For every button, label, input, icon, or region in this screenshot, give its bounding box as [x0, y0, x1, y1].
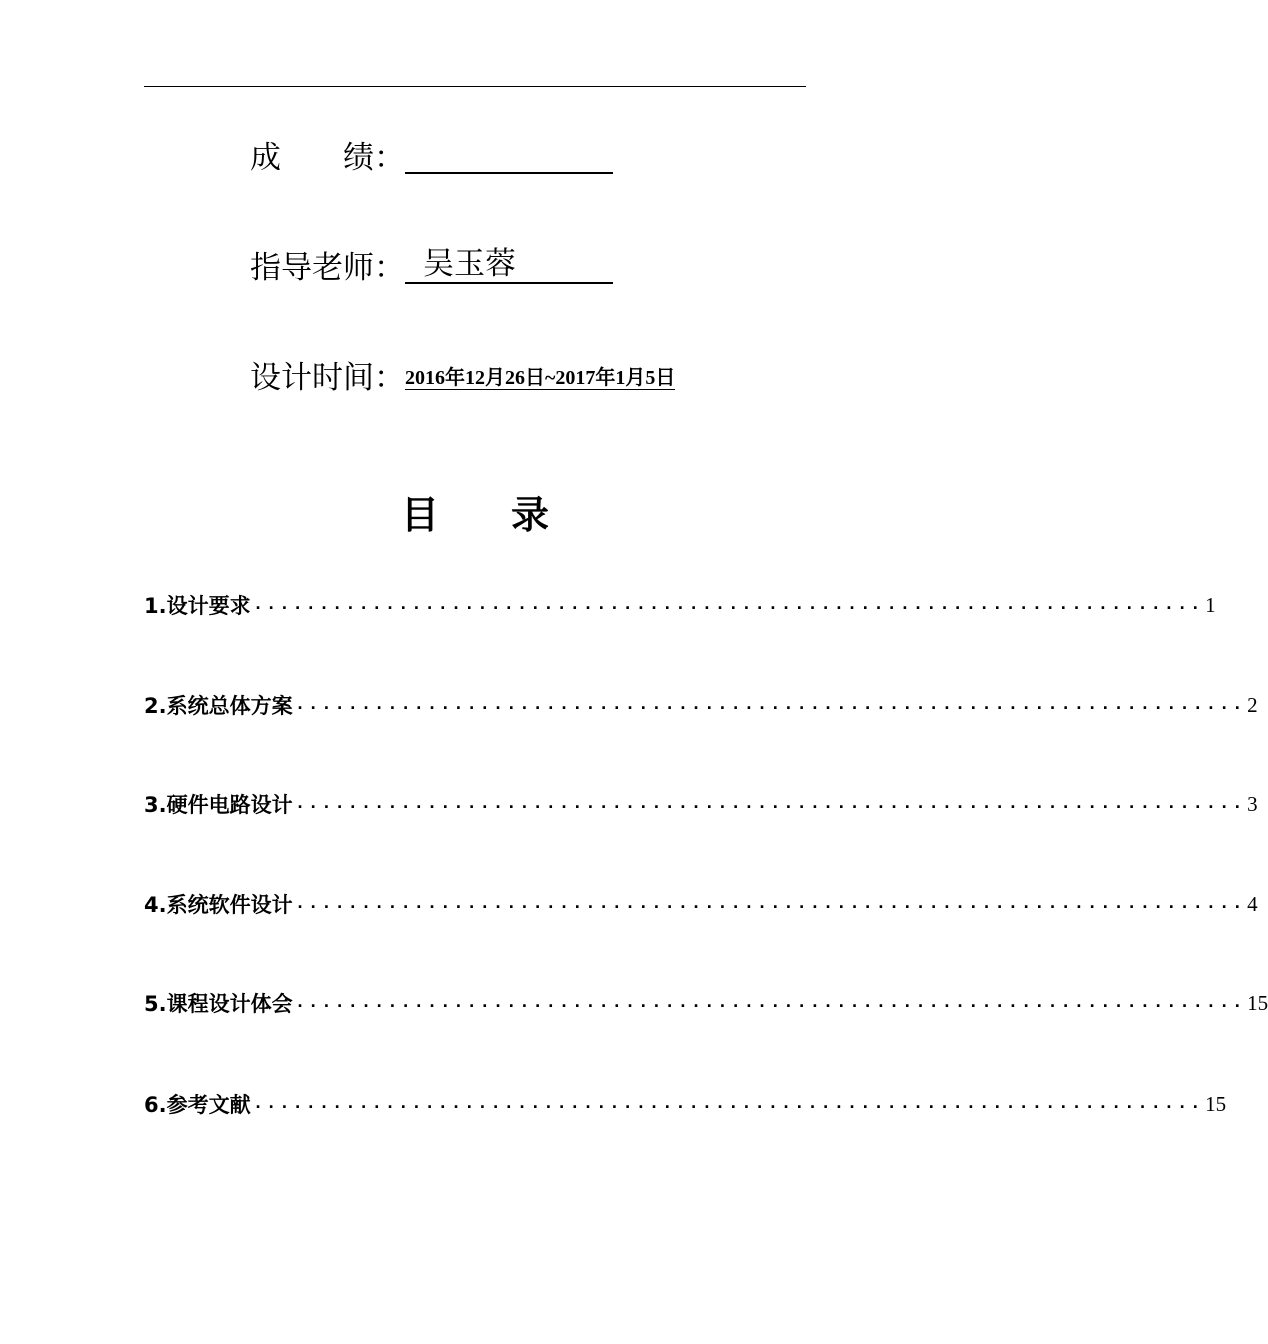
toc-entry-label: 1.设计要求: [144, 594, 251, 618]
toc-entry-page: 2: [1247, 692, 1258, 717]
grade-label: 成 绩：: [250, 140, 405, 176]
toc-leader-dots: ........................................................................: [294, 894, 1246, 914]
toc-entry-page: 4: [1247, 891, 1258, 916]
toc-leader-dots: ........................................................................: [252, 595, 1204, 615]
toc-entry[interactable]: [144, 590, 1216, 620]
toc-entry-label: 5.课程设计体会: [144, 992, 293, 1016]
toc-entry-label: 4.系统软件设计: [144, 893, 293, 917]
toc-leader-dots: ........................................................................: [294, 794, 1246, 814]
toc-entry-page: 1: [1205, 592, 1216, 617]
advisor-field: [250, 238, 613, 284]
toc-entry-page: 15: [1205, 1091, 1227, 1116]
toc-leader-dots: ........................................................................: [252, 1094, 1204, 1114]
period-value: 2016年12月26日~2017年1月5日: [405, 367, 676, 389]
toc-entry-label: 6.参考文献: [144, 1093, 251, 1117]
toc-entry-label: 2.系统总体方案: [144, 694, 293, 718]
toc-entry[interactable]: [144, 988, 1268, 1018]
toc-entry-label: 3.硬件电路设计: [144, 793, 293, 817]
advisor-label: 指导老师：: [250, 250, 405, 286]
grade-field: [250, 128, 613, 174]
toc-entry-page: 15: [1247, 990, 1268, 1015]
toc-title-second: 录: [511, 493, 550, 537]
toc-entry[interactable]: [144, 690, 1258, 720]
toc-entry[interactable]: [144, 889, 1258, 919]
toc-entry[interactable]: [144, 789, 1258, 819]
toc-title: [0, 484, 950, 539]
top-rule: [144, 86, 806, 87]
period-label: 设计时间：: [250, 360, 405, 396]
toc-leader-dots: ........................................................................: [294, 993, 1246, 1013]
toc-entry-page: 3: [1247, 791, 1258, 816]
grade-value: [405, 142, 613, 174]
toc-entry[interactable]: [144, 1089, 1227, 1119]
period-field: [250, 348, 675, 394]
toc-leader-dots: ........................................................................: [294, 695, 1246, 715]
advisor-value: 吴玉蓉: [405, 249, 613, 284]
toc-title-first: 目: [400, 493, 439, 537]
